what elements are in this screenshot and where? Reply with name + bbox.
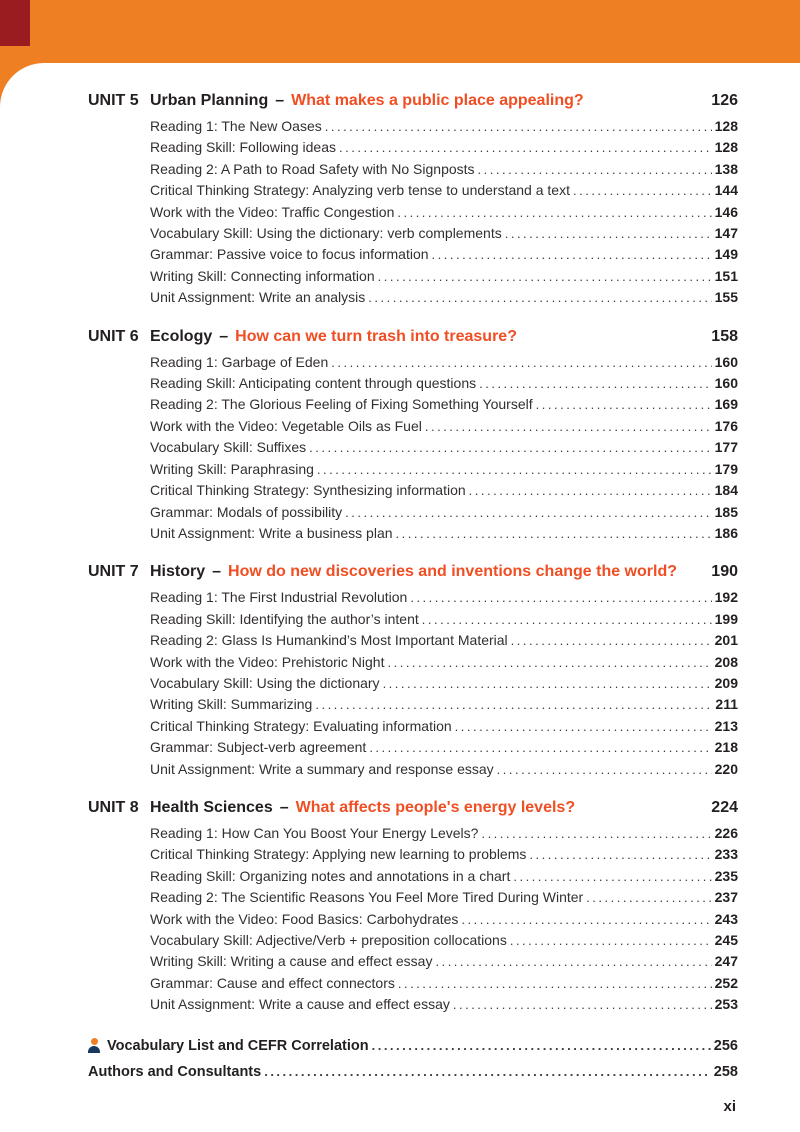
toc-entry (150, 737, 738, 758)
entry-title: Critical Thinking Strategy: Evaluating information (150, 717, 452, 734)
entry-title: Reading Skill: Identifying the author’s intent (150, 610, 419, 627)
entry-page-number: 149 (714, 246, 738, 263)
entry-title: Writing Skill: Paraphrasing (150, 460, 314, 477)
icon-body (88, 1046, 100, 1053)
entry-title: Writing Skill: Writing a cause and effect essay (150, 953, 433, 970)
unit-question: What affects people's energy levels? (295, 798, 576, 816)
dot-leader (315, 694, 712, 715)
unit-dash: – (212, 563, 222, 581)
dot-leader (398, 973, 712, 994)
dot-leader (309, 437, 711, 458)
toc-entry (150, 159, 738, 180)
page-number: xi (723, 1098, 736, 1115)
unit-question: How can we turn trash into treasure? (235, 327, 517, 345)
footer-entry-title: Authors and Consultants (88, 1063, 262, 1080)
toc-entry (150, 587, 738, 608)
entry-page-number: 185 (714, 503, 738, 520)
entry-page-number: 199 (714, 610, 738, 627)
entry-page-number: 186 (714, 524, 738, 541)
toc-entry (150, 609, 738, 630)
toc-entry (150, 502, 738, 523)
icon-head (91, 1038, 98, 1045)
dot-leader (469, 480, 712, 501)
unit-entries (88, 587, 738, 780)
unit-heading (88, 561, 738, 583)
toc-entry (150, 266, 738, 287)
dot-leader (410, 587, 711, 608)
entry-page-number: 211 (715, 696, 738, 713)
dot-leader (345, 502, 711, 523)
toc-units (88, 90, 738, 1016)
dot-leader (513, 866, 711, 887)
entry-page-number: 176 (714, 417, 738, 434)
entry-page-number: 179 (714, 460, 738, 477)
unit-entries (88, 352, 738, 545)
entry-page-number: 147 (714, 225, 738, 242)
dot-leader (479, 373, 712, 394)
entry-title: Reading 1: Garbage of Eden (150, 353, 329, 370)
dot-leader (369, 737, 711, 758)
dot-leader (497, 759, 712, 780)
unit-subject: Health Sciences (150, 798, 273, 816)
entry-title: Reading 1: How Can You Boost Your Energy Levels? (150, 824, 479, 841)
unit-section (88, 797, 738, 1016)
entry-page-number: 237 (714, 889, 738, 906)
entry-title: Work with the Video: Traffic Congestion (150, 203, 395, 220)
entry-page-number: 128 (714, 118, 738, 134)
dot-leader (425, 416, 712, 437)
table-of-contents (88, 90, 738, 1085)
unit-section (88, 326, 738, 545)
dot-leader (511, 630, 712, 651)
corner-tab (0, 0, 30, 46)
toc-entry (150, 866, 738, 887)
entry-title: Grammar: Subject-verb agreement (150, 739, 367, 756)
unit-label: UNIT 7 (88, 563, 139, 581)
entry-title: Work with the Video: Food Basics: Carbohydrates (150, 910, 459, 927)
entry-title: Critical Thinking Strategy: Applying new learning to problems (150, 846, 527, 863)
toc-entry (150, 244, 738, 265)
toc-entry (150, 394, 738, 415)
footer-entry (88, 1059, 738, 1085)
entry-title: Reading 2: Glass Is Humankind’s Most Important Material (150, 632, 508, 649)
unit-label: UNIT 8 (88, 798, 139, 816)
unit-page-number: 126 (711, 92, 738, 109)
unit-heading (88, 90, 738, 112)
entry-page-number: 160 (714, 353, 738, 370)
unit-entries (88, 823, 738, 1016)
entry-title: Grammar: Passive voice to focus information (150, 246, 429, 263)
dot-leader (536, 394, 712, 415)
dot-leader (368, 287, 711, 308)
dot-leader (435, 951, 711, 972)
dot-leader (510, 930, 712, 951)
toc-entry (150, 694, 738, 715)
toc-entry (150, 437, 738, 458)
dot-leader (478, 159, 712, 180)
toc-entry (150, 844, 738, 865)
entry-title: Unit Assignment: Write a summary and response essay (150, 760, 494, 777)
entry-page-number: 160 (714, 375, 738, 392)
dot-leader (422, 609, 712, 630)
entry-title: Reading Skill: Organizing notes and annotations in a chart (150, 867, 511, 884)
unit-question: What makes a public place appealing? (291, 92, 584, 109)
entry-page-number: 128 (714, 139, 738, 156)
toc-entry (150, 523, 738, 544)
dot-leader (481, 823, 711, 844)
unit-page-number: 158 (711, 327, 738, 345)
unit-dash: – (219, 327, 229, 345)
dot-leader (573, 180, 712, 201)
unit-page-number: 224 (711, 798, 738, 816)
dot-leader (453, 994, 712, 1015)
entry-page-number: 192 (714, 589, 738, 606)
entry-title: Reading 1: The New Oases (150, 118, 322, 134)
entry-page-number: 220 (714, 760, 738, 777)
dot-leader (378, 266, 712, 287)
entry-title: Work with the Video: Prehistoric Night (150, 653, 385, 670)
entry-title: Vocabulary Skill: Using the dictionary (150, 674, 380, 691)
dot-leader (317, 459, 712, 480)
entry-title: Writing Skill: Summarizing (150, 696, 313, 713)
entry-title: Reading 1: The First Industrial Revolution (150, 589, 408, 606)
entry-title: Unit Assignment: Write a business plan (150, 524, 393, 541)
dot-leader (387, 652, 711, 673)
entry-title: Work with the Video: Vegetable Oils as Fuel (150, 417, 422, 434)
unit-dash: – (279, 798, 289, 816)
dot-leader (383, 673, 712, 694)
entry-title: Unit Assignment: Write an analysis (150, 289, 366, 306)
toc-entry (150, 416, 738, 437)
entry-page-number: 218 (714, 739, 738, 756)
toc-entry (150, 352, 738, 373)
toc-entry (150, 202, 738, 223)
entry-page-number: 243 (714, 910, 738, 927)
toc-entry (150, 973, 738, 994)
toc-entry (150, 994, 738, 1015)
entry-title: Unit Assignment: Write a cause and effect essay (150, 996, 450, 1013)
entry-page-number: 138 (714, 160, 738, 177)
dot-leader (461, 909, 711, 930)
entry-page-number: 226 (714, 824, 738, 841)
footer-entry-title: Vocabulary List and CEFR Correlation (107, 1037, 369, 1054)
entry-title: Reading 2: The Glorious Feeling of Fixing Something Yourself (150, 396, 533, 413)
dot-leader (331, 352, 711, 373)
unit-page-number: 190 (711, 563, 738, 581)
footer-entry-page: 256 (713, 1037, 738, 1054)
toc-entry (150, 180, 738, 201)
toc-entry (150, 823, 738, 844)
entry-page-number: 151 (714, 267, 738, 284)
toc-entry (150, 480, 738, 501)
entry-page-number: 208 (714, 653, 738, 670)
dot-leader (264, 1059, 711, 1085)
toc-entry (150, 716, 738, 737)
entry-page-number: 213 (714, 717, 738, 734)
vocabulary-icon (88, 1038, 100, 1053)
entry-page-number: 184 (714, 482, 738, 499)
entry-page-number: 245 (714, 932, 738, 948)
entry-page-number: 201 (714, 632, 738, 649)
unit-label: UNIT 6 (88, 327, 139, 345)
unit-subject: History (150, 563, 206, 581)
entry-page-number: 247 (714, 953, 738, 970)
toc-entry (150, 223, 738, 244)
entry-title: Grammar: Cause and effect connectors (150, 974, 395, 991)
entry-page-number: 155 (714, 289, 738, 306)
toc-entry (150, 652, 738, 673)
dot-leader (325, 116, 712, 137)
unit-label: UNIT 5 (88, 92, 139, 109)
unit-subject: Ecology (150, 327, 213, 345)
unit-section (88, 561, 738, 780)
toc-entry (150, 673, 738, 694)
footer-entry-page: 258 (713, 1063, 738, 1080)
entry-page-number: 169 (714, 396, 738, 413)
toc-entry (150, 930, 738, 951)
toc-entry (150, 887, 738, 908)
toc-entry (150, 459, 738, 480)
toc-entry (150, 137, 738, 158)
toc-entry (150, 287, 738, 308)
footer-entry (88, 1033, 738, 1059)
unit-heading (88, 797, 738, 819)
unit-section (88, 90, 738, 309)
entry-title: Critical Thinking Strategy: Synthesizing information (150, 482, 466, 499)
dot-leader (455, 716, 712, 737)
dot-leader (339, 137, 712, 158)
entry-page-number: 233 (714, 846, 738, 863)
toc-entry (150, 909, 738, 930)
entry-page-number: 209 (714, 674, 738, 691)
dot-leader (397, 202, 711, 223)
entry-title: Grammar: Modals of possibility (150, 503, 343, 520)
dot-leader (372, 1033, 711, 1059)
toc-entry (150, 373, 738, 394)
entry-page-number: 177 (714, 439, 738, 456)
entry-title: Writing Skill: Connecting information (150, 267, 375, 284)
entry-page-number: 146 (714, 203, 738, 220)
unit-question: How do new discoveries and inventions change the world? (228, 563, 677, 581)
dot-leader (586, 887, 711, 908)
entry-title: Reading Skill: Following ideas (150, 139, 336, 156)
dot-leader (396, 523, 712, 544)
entry-title: Reading 2: A Path to Road Safety with No Signposts (150, 160, 475, 177)
entry-title: Reading Skill: Anticipating content through questions (150, 375, 477, 392)
entry-title: Vocabulary Skill: Using the dictionary: verb complements (150, 225, 502, 242)
entry-page-number: 252 (714, 974, 738, 991)
entry-title: Reading 2: The Scientific Reasons You Feel More Tired During Winter (150, 889, 584, 906)
entry-title: Vocabulary Skill: Adjective/Verb + preposition collocations (150, 932, 507, 948)
entry-page-number: 235 (714, 867, 738, 884)
toc-entry (150, 630, 738, 651)
toc-entry (150, 951, 738, 972)
toc-footer (88, 1033, 738, 1085)
entry-page-number: 253 (714, 996, 738, 1013)
entry-page-number: 144 (714, 182, 738, 199)
unit-entries (88, 116, 738, 309)
toc-entry (150, 759, 738, 780)
dot-leader (432, 244, 712, 265)
dot-leader (505, 223, 712, 244)
toc-entry (150, 116, 738, 137)
dot-leader (529, 844, 711, 865)
unit-heading (88, 326, 738, 348)
entry-title: Critical Thinking Strategy: Analyzing verb tense to understand a text (150, 182, 570, 199)
unit-dash: – (275, 92, 285, 109)
entry-title: Vocabulary Skill: Suffixes (150, 439, 307, 456)
unit-subject: Urban Planning (150, 92, 269, 109)
